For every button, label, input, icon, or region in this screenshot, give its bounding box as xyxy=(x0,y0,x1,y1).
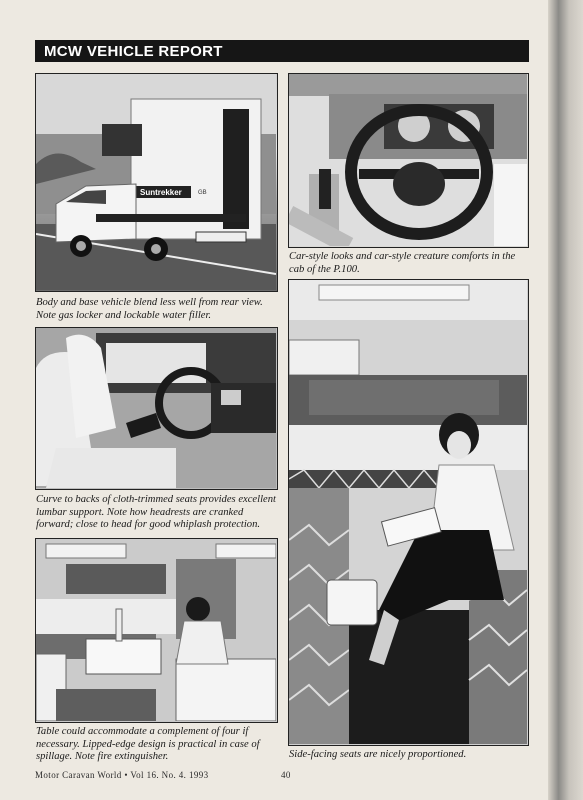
caption-table: Table could accommodate a complement of four if necessary. Lipped-edge design is practical in case of spillage. Note fire extinguisher. xyxy=(36,726,260,762)
caption-cab: Car-style looks and car-style creature comforts in the cab of the P.100. xyxy=(289,251,516,275)
photo-rear-view-illustration xyxy=(36,74,276,290)
badge-brand-text: Suntrekker xyxy=(140,188,182,197)
photo-seats-illustration xyxy=(36,328,276,488)
photo-dinette-table xyxy=(35,538,278,723)
footer-page-number: 40 xyxy=(281,770,291,780)
section-header xyxy=(35,40,529,62)
adjacent-page-edge xyxy=(548,0,583,800)
photo-table-illustration xyxy=(36,539,276,721)
section-header-title: MCW VEHICLE REPORT xyxy=(44,42,223,60)
photo-cab-seats xyxy=(35,327,278,490)
caption-rear-view: Body and base vehicle blend less well from rear view. Note gas locker and lockable water filler. xyxy=(36,297,263,321)
photo-cab-steering-wheel xyxy=(288,73,529,248)
badge-gb-text: GB xyxy=(198,190,207,196)
caption-side-seats: Side-facing seats are nicely proportioned. xyxy=(289,749,467,760)
photo-rear-view-camper xyxy=(35,73,278,292)
caption-seats: Curve to backs of cloth-trimmed seats provides excellent lumbar support. Note how headrests are cranked forward; close to head for good whiplash protection. xyxy=(36,494,276,530)
page-footer xyxy=(35,770,529,780)
photo-interior-illustration xyxy=(289,280,527,744)
footer-publication: Motor Caravan World • Vol 16. No. 4. 1993 xyxy=(35,770,209,780)
photo-cab-illustration xyxy=(289,74,527,246)
photo-side-facing-seats xyxy=(288,279,529,746)
